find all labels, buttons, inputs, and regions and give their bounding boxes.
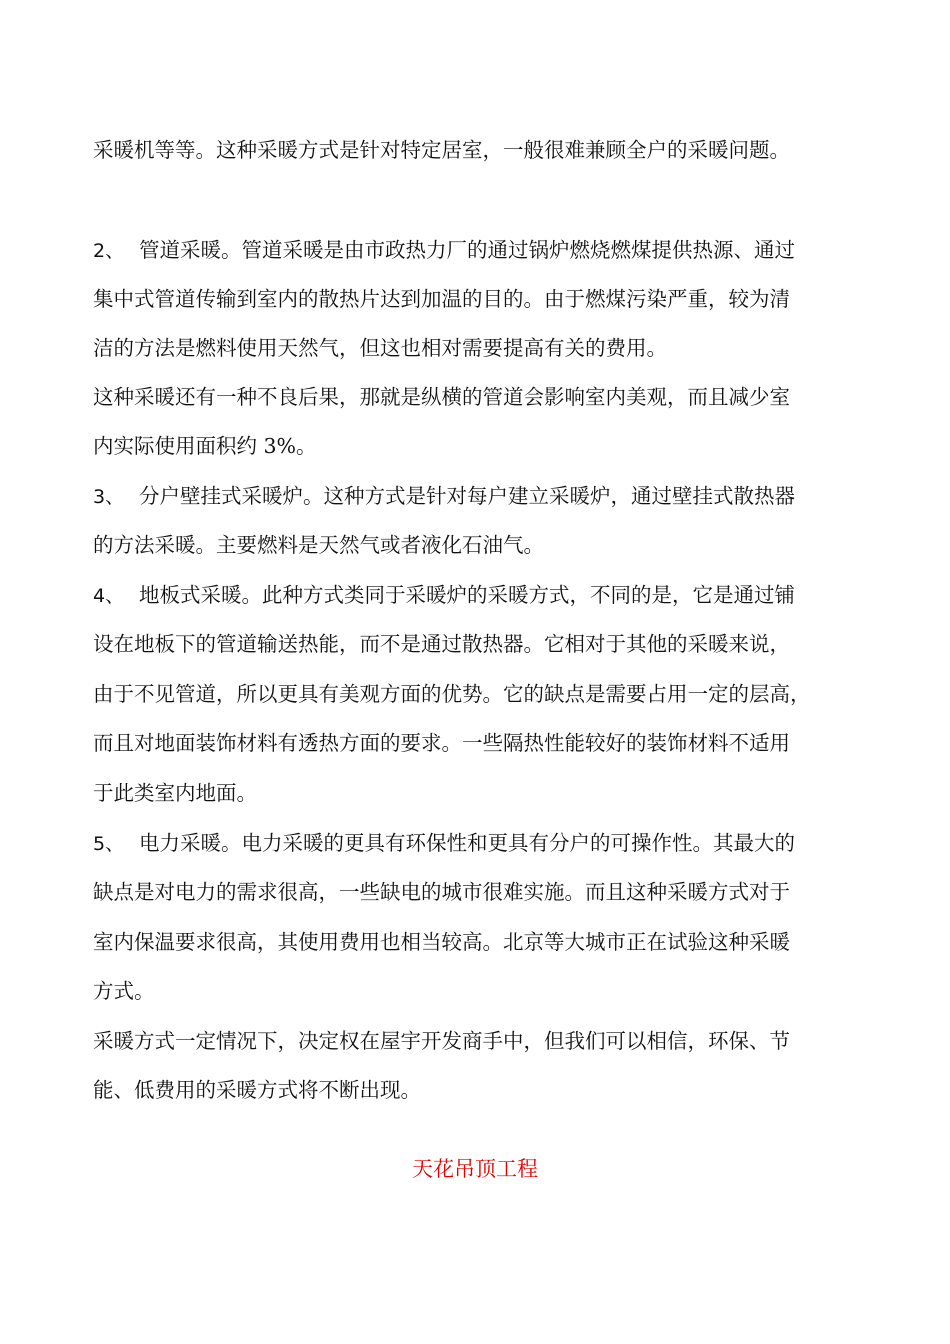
item-4-line-1 bbox=[93, 578, 873, 612]
item-4-line-4: 而且对地面装饰材料有透热方面的要求。一些隔热性能较好的装饰材料不适用 bbox=[93, 731, 790, 755]
item-5-text-1: 电力采暖。电力采暖的更具有环保性和更具有分户的可操作性。其最大的 bbox=[139, 831, 795, 855]
item-2-line-1 bbox=[93, 233, 873, 267]
item-4-line-2: 设在地板下的管道输送热能，而不是通过散热器。它相对于其他的采暖来说， bbox=[93, 632, 790, 656]
item-4-line-5: 于此类室内地面。 bbox=[93, 781, 257, 805]
item-5-line-4: 方式。 bbox=[93, 979, 155, 1003]
item-2-line-2: 集中式管道传输到室内的散热片达到加温的目的。由于燃煤污染严重，较为清 bbox=[93, 287, 790, 311]
section-heading: 天花吊顶工程 bbox=[412, 1157, 538, 1181]
item-2-line-4: 这种采暖还有一种不良后果，那就是纵横的管道会影响室内美观，而且减少室 bbox=[93, 385, 790, 409]
item-2-number: 2、 bbox=[93, 240, 125, 262]
closing-line-1: 采暖方式一定情况下，决定权在屋宇开发商手中，但我们可以相信，环保、节 bbox=[93, 1029, 790, 1053]
item-5-line-1 bbox=[93, 826, 873, 860]
item-4-number: 4、 bbox=[93, 585, 125, 607]
item-2-line-3: 洁的方法是燃料使用天然气，但这也相对需要提高有关的费用。 bbox=[93, 336, 667, 360]
item-3-number: 3、 bbox=[93, 486, 125, 508]
item-2-text-1: 管道采暖。管道采暖是由市政热力厂的通过锅炉燃烧燃煤提供热源、通过 bbox=[139, 238, 795, 262]
item-3-line-1 bbox=[93, 479, 873, 513]
item-3-text-1: 分户壁挂式采暖炉。这种方式是针对每户建立采暖炉，通过壁挂式散热器 bbox=[139, 484, 795, 508]
intro-line: 采暖机等等。这种采暖方式是针对特定居室，一般很难兼顾全户的采暖问题。 bbox=[93, 138, 790, 162]
item-5-line-3: 室内保温要求很高，其使用费用也相当较高。北京等大城市正在试验这种采暖 bbox=[93, 930, 790, 954]
item-4-text-1: 地板式采暖。此种方式类同于采暖炉的采暖方式，不同的是，它是通过铺 bbox=[139, 583, 795, 607]
item-2-line-5: 内实际使用面积约 3%。 bbox=[93, 434, 317, 458]
item-4-line-3: 由于不见管道，所以更具有美观方面的优势。它的缺点是需要占用一定的层高， bbox=[93, 682, 811, 706]
item-5-line-2: 缺点是对电力的需求很高，一些缺电的城市很难实施。而且这种采暖方式对于 bbox=[93, 880, 790, 904]
closing-line-2: 能、低费用的采暖方式将不断出现。 bbox=[93, 1078, 421, 1102]
item-3-line-2: 的方法采暖。主要燃料是天然气或者液化石油气。 bbox=[93, 533, 544, 557]
item-5-number: 5、 bbox=[93, 833, 125, 855]
